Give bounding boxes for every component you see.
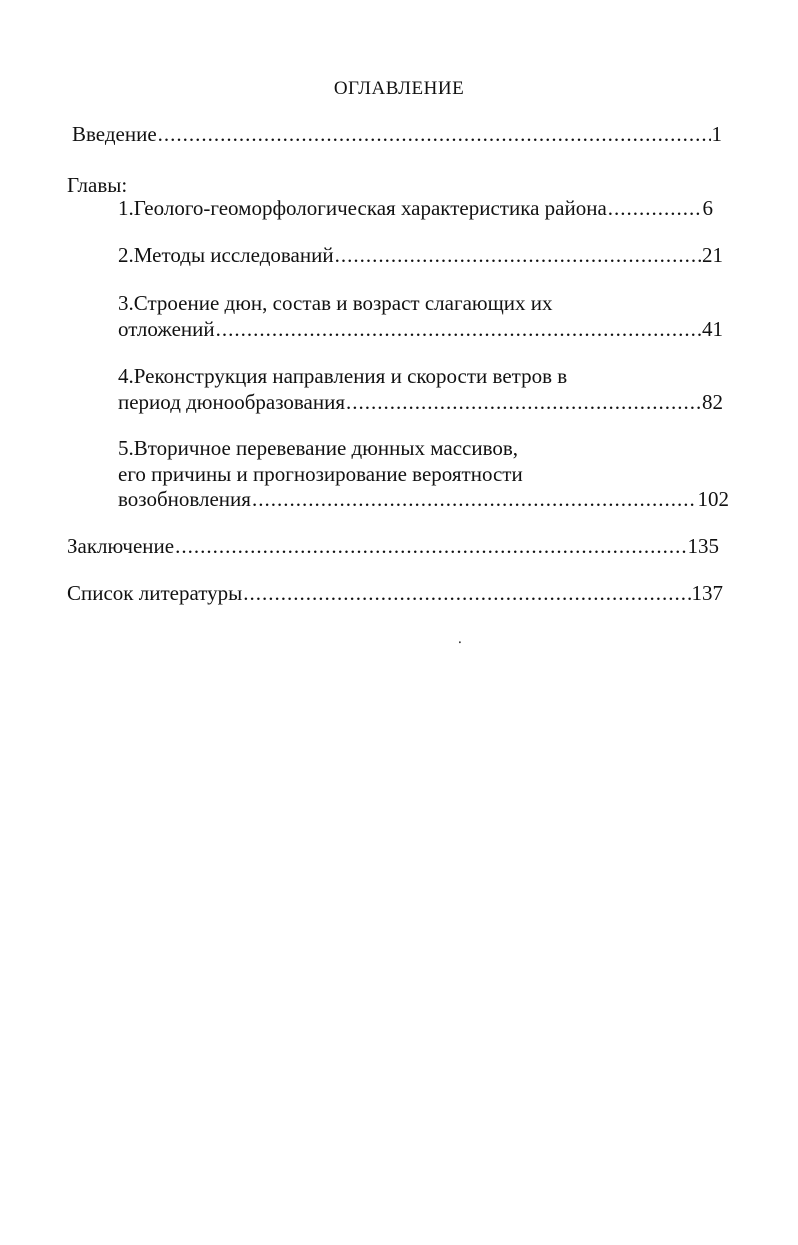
leader-dots bbox=[252, 486, 697, 512]
leader-dots bbox=[243, 580, 690, 606]
leader-dots bbox=[335, 242, 701, 268]
toc-entry-intro[interactable] bbox=[72, 121, 722, 147]
toc-page-number: 135 bbox=[687, 534, 719, 558]
toc-page-number: 6 bbox=[702, 196, 713, 220]
toc-label: возобновления bbox=[118, 487, 251, 511]
toc-label: 2.Методы исследований bbox=[118, 243, 334, 267]
toc-page-number: 102 bbox=[697, 487, 729, 511]
toc-entry-chapter-5-line-1: 5.Вторичное перевевание дюнных массивов, bbox=[118, 436, 519, 460]
toc-entry-chapter-3-line-1: 3.Строение дюн, состав и возраст слагающих их bbox=[118, 291, 553, 315]
toc-entry-chapter-2[interactable] bbox=[118, 242, 723, 268]
leader-dots bbox=[608, 195, 702, 221]
toc-page-number: 41 bbox=[702, 317, 723, 341]
toc-label: 1.Геолого-геоморфологическая характеристика района bbox=[118, 196, 607, 220]
leader-dots bbox=[216, 316, 701, 342]
toc-entry-references[interactable] bbox=[67, 580, 723, 606]
toc-page-number: 82 bbox=[702, 390, 723, 414]
toc-label: Список литературы bbox=[67, 581, 243, 605]
toc-label: Заключение bbox=[67, 534, 175, 558]
toc-page-number: 1 bbox=[711, 122, 722, 146]
toc-label: период дюнообразования bbox=[118, 390, 346, 414]
toc-entry-chapter-5[interactable] bbox=[118, 486, 729, 512]
leader-dots bbox=[346, 389, 701, 415]
toc-page-number: 21 bbox=[702, 243, 723, 267]
toc-entry-conclusion[interactable] bbox=[67, 533, 719, 559]
toc-label: Введение bbox=[72, 122, 157, 146]
toc-entry-chapter-4[interactable] bbox=[118, 389, 723, 415]
leader-dots bbox=[158, 121, 711, 147]
toc-entry-chapter-4-line-1: 4.Реконструкция направления и скорости ветров в bbox=[118, 364, 568, 388]
scan-speck: ⸱ bbox=[458, 636, 462, 651]
page-title: ОГЛАВЛЕНИЕ bbox=[333, 78, 465, 99]
toc-entry-chapter-3[interactable] bbox=[118, 316, 723, 342]
chapters-heading: Главы: bbox=[67, 173, 128, 197]
toc-entry-chapter-5-line-2: его причины и прогнозирование вероятности bbox=[118, 462, 523, 486]
toc-label: отложений bbox=[118, 317, 215, 341]
toc-entry-chapter-1[interactable] bbox=[118, 195, 713, 221]
toc-page-number: 137 bbox=[691, 581, 723, 605]
leader-dots bbox=[175, 533, 686, 559]
